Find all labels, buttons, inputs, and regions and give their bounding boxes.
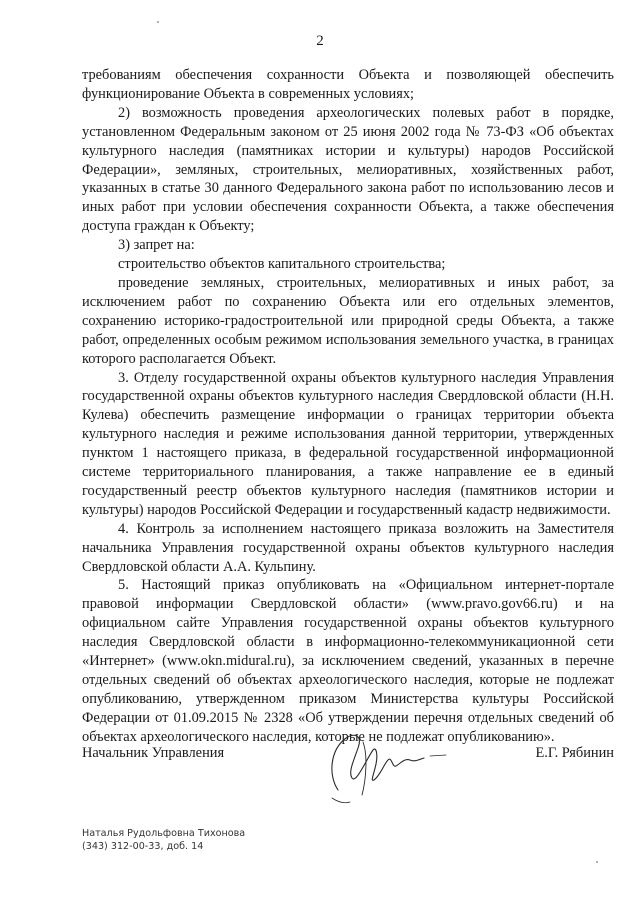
paragraph-continuation: требованиям обеспечения сохранности Объекта и позволяющей обеспечить функционирование Объекта в современных условиях; bbox=[82, 67, 614, 102]
scan-speck bbox=[157, 21, 159, 23]
paragraph-works-ban: проведение земляных, строительных, мелиоративных и иных работ, за исключением работ по сохранению Объекта или его отдельных элементов, сохранению историко-градостроительной или природной среды Объекта, а также работ, определенных особым режимом использования земельного участка, в границах которого располагается Объект. bbox=[82, 274, 614, 367]
paragraph-item-3: 3) запрет на: bbox=[118, 237, 195, 254]
executor-name: Наталья Рудольфовна Тихонова bbox=[82, 828, 246, 839]
paragraph-item-2: 2) возможность проведения археологических полевых работ в порядке, установленном Федеральным законом от 25 июня 2002 года № 73-ФЗ «Об объектах культурного наследия (памятниках истории и культуры) народов Российской Федерации», земляных, строительных, мелиоративных, хозяйственных работ, указанных в статье 30 данного Федерального закона работ по использованию лесов и иных работ при условии обеспечения сохранности Объекта, а также обеспечения доступа граждан к Объекту; bbox=[82, 104, 614, 235]
paragraph-clause-3: 3. Отделу государственной охраны объектов культурного наследия Управления государственной охраны объектов культурного наследия Свердловской области (Н.Н. Кулева) обеспечить размещение информации о границах территории объекта культурного наследия и режиме использования данной территории, утвержденных пунктом 1 настоящего приказа, в федеральной государственной информационной системе территориального планирования, а также направление ее в единый государственный реестр объектов культурного наследия (памятников истории и культуры) народов Российской Федерации и государственный кадастр недвижимости. bbox=[82, 369, 614, 518]
scan-speck bbox=[596, 861, 598, 863]
executor-info bbox=[82, 827, 245, 853]
paragraph-construction-ban: строительство объектов капитального строительства; bbox=[118, 256, 446, 273]
handwritten-signature bbox=[318, 720, 468, 810]
executor-phone: (343) 312-00-33, доб. 14 bbox=[82, 841, 204, 852]
page-number: 2 bbox=[316, 33, 324, 49]
paragraph-clause-4: 4. Контроль за исполнением настоящего приказа возложить на Заместителя начальника Управления государственной охраны объектов культурного наследия Свердловской области А.А. Кульпину. bbox=[82, 520, 614, 575]
document-body bbox=[82, 66, 614, 747]
signatory-title: Начальник Управления bbox=[82, 745, 225, 761]
paragraph-clause-5: 5. Настоящий приказ опубликовать на «Официальном интернет-портале правовой информации Свердловской области» (www.pravo.gov66.ru) и на официальном сайте Управления государственной охраны объектов культурного наследия Свердловской области в информационно-телекоммуникационной сети «Интернет» (www.okn.midural.ru), за исключением сведений, указанных в перечне отдельных сведений об объектах археологического наследия, которые не подлежат опубликованию, утвержденном приказом Министерства культуры Российской Федерации от 01.09.2015 № 2328 «Об утверждении перечня отдельных сведений об объектах археологического наследия, которые не подлежат опубликованию». bbox=[82, 577, 614, 745]
signatory-name: Е.Г. Рябинин bbox=[535, 745, 614, 761]
